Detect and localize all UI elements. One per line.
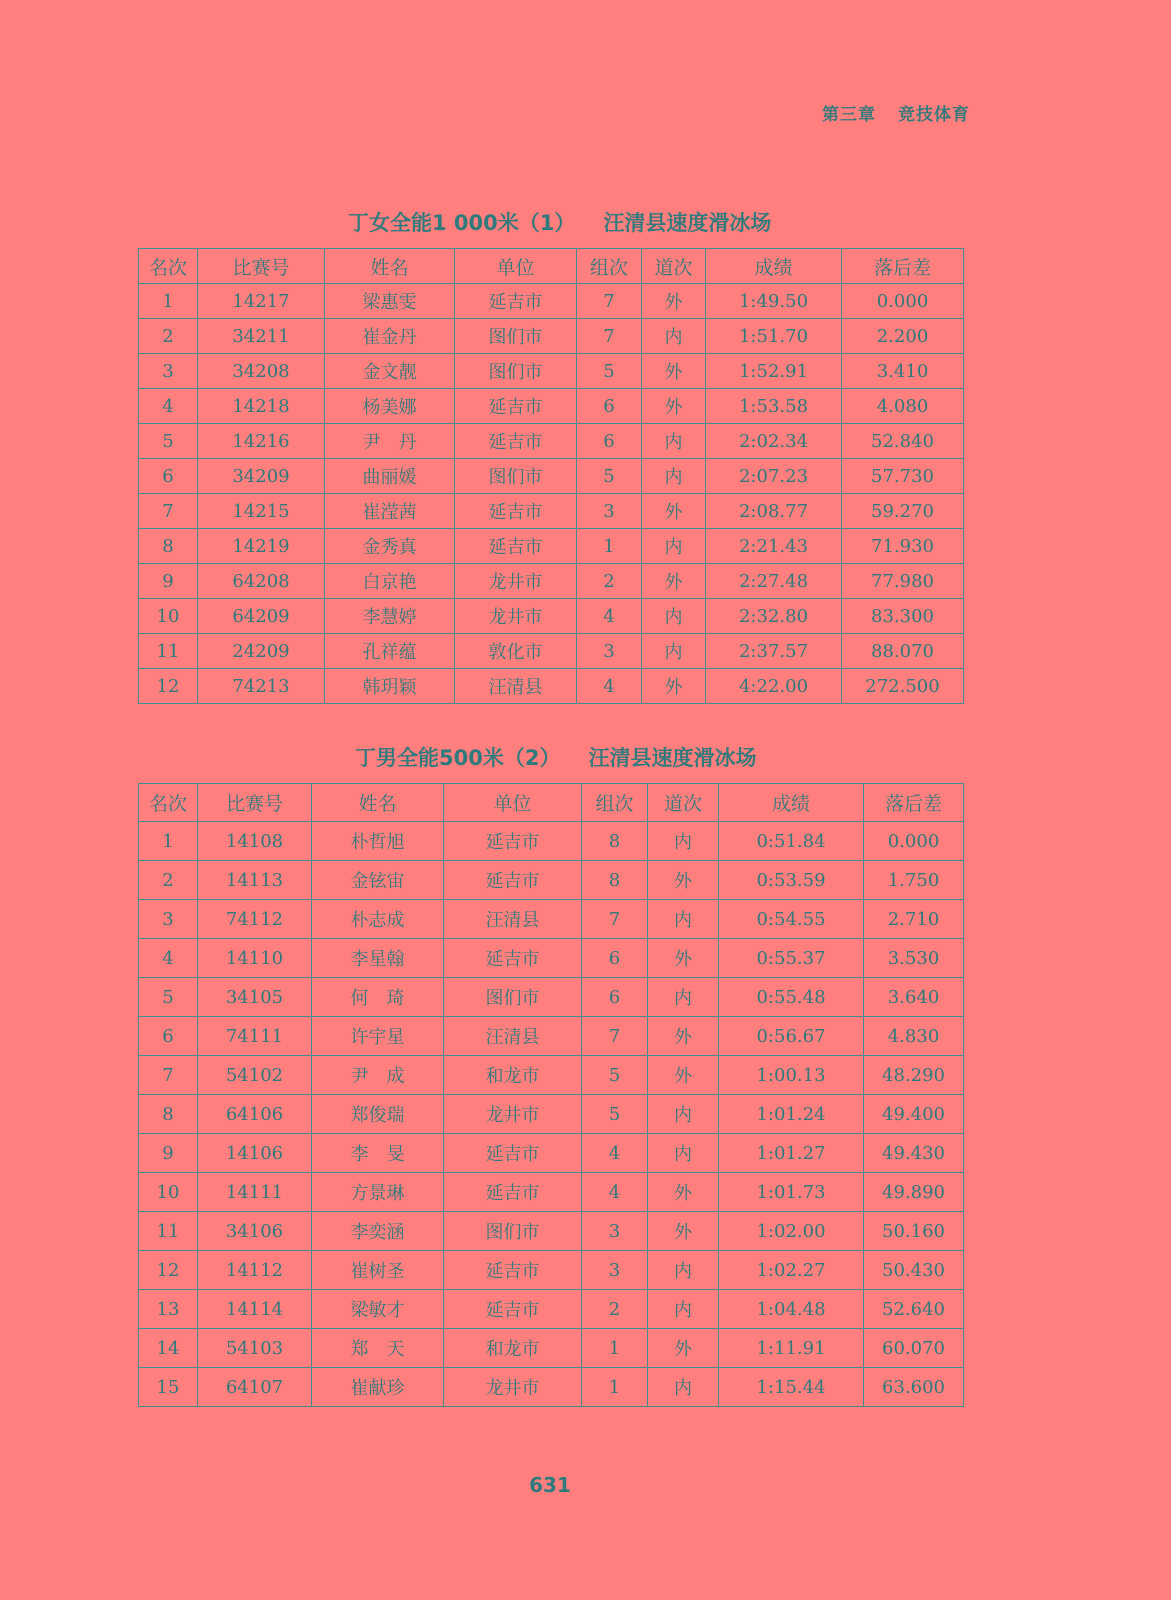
cell-bib-number: 14108 (198, 822, 312, 861)
cell-time: 2:07.23 (706, 459, 842, 494)
cell-time: 0:53.59 (719, 861, 864, 900)
cell-heat: 5 (582, 1095, 648, 1134)
column-header-heat: 组次 (582, 784, 648, 822)
cell-team: 延吉市 (455, 529, 577, 564)
cell-time: 2:21.43 (706, 529, 842, 564)
cell-rank: 9 (139, 564, 198, 599)
cell-time: 2:27.48 (706, 564, 842, 599)
cell-lane: 外 (648, 1212, 719, 1251)
column-header-time: 成绩 (706, 249, 842, 284)
cell-time-behind: 2.710 (864, 900, 964, 939)
cell-time-behind: 3.410 (842, 354, 964, 389)
table-row (139, 978, 964, 1017)
cell-time-behind: 48.290 (864, 1056, 964, 1095)
cell-lane: 内 (648, 1134, 719, 1173)
cell-time-behind: 52.840 (842, 424, 964, 459)
cell-bib-number: 64107 (198, 1368, 312, 1407)
cell-athlete-name: 郑俊瑞 (312, 1095, 444, 1134)
cell-bib-number: 64208 (198, 564, 325, 599)
cell-bib-number: 54102 (198, 1056, 312, 1095)
cell-rank: 14 (139, 1329, 198, 1368)
cell-bib-number: 14113 (198, 861, 312, 900)
cell-lane: 外 (648, 939, 719, 978)
page-number: 631 (529, 1473, 571, 1497)
cell-time: 2:32.80 (706, 599, 842, 634)
cell-lane: 外 (642, 669, 706, 704)
cell-heat: 5 (577, 354, 642, 389)
cell-heat: 6 (582, 939, 648, 978)
table-row (139, 389, 964, 424)
cell-bib-number: 34105 (198, 978, 312, 1017)
cell-time-behind: 60.070 (864, 1329, 964, 1368)
cell-athlete-name: 许宇星 (312, 1017, 444, 1056)
cell-time-behind: 49.890 (864, 1173, 964, 1212)
cell-team: 图们市 (455, 354, 577, 389)
cell-lane: 外 (648, 861, 719, 900)
cell-lane: 内 (648, 1290, 719, 1329)
table-row (139, 939, 964, 978)
cell-time: 1:02.27 (719, 1251, 864, 1290)
cell-lane: 内 (648, 1368, 719, 1407)
table-row (139, 1251, 964, 1290)
cell-time-behind: 4.830 (864, 1017, 964, 1056)
cell-team: 汪清县 (444, 1017, 582, 1056)
cell-time: 0:55.48 (719, 978, 864, 1017)
cell-athlete-name: 杨美娜 (325, 389, 455, 424)
cell-rank: 4 (139, 939, 198, 978)
cell-time-behind: 63.600 (864, 1368, 964, 1407)
cell-bib-number: 24209 (198, 634, 325, 669)
cell-time: 1:01.73 (719, 1173, 864, 1212)
cell-time-behind: 3.530 (864, 939, 964, 978)
cell-lane: 内 (642, 319, 706, 354)
cell-rank: 3 (139, 900, 198, 939)
cell-heat: 6 (577, 424, 642, 459)
cell-bib-number: 14215 (198, 494, 325, 529)
table-row (139, 284, 964, 319)
cell-athlete-name: 尹 丹 (325, 424, 455, 459)
cell-time: 2:37.57 (706, 634, 842, 669)
table-row (139, 459, 964, 494)
cell-rank: 12 (139, 669, 198, 704)
cell-lane: 内 (648, 900, 719, 939)
cell-lane: 外 (648, 1173, 719, 1212)
cell-team: 延吉市 (455, 494, 577, 529)
cell-bib-number: 14112 (198, 1251, 312, 1290)
table-row (139, 900, 964, 939)
table-header (139, 249, 964, 284)
cell-heat: 4 (582, 1173, 648, 1212)
cell-time: 2:08.77 (706, 494, 842, 529)
cell-heat: 3 (577, 494, 642, 529)
cell-time-behind: 49.430 (864, 1134, 964, 1173)
cell-bib-number: 14217 (198, 284, 325, 319)
cell-heat: 4 (577, 599, 642, 634)
cell-team: 延吉市 (444, 1290, 582, 1329)
cell-lane: 外 (648, 1056, 719, 1095)
cell-heat: 4 (577, 669, 642, 704)
cell-time-behind: 77.980 (842, 564, 964, 599)
cell-bib-number: 34209 (198, 459, 325, 494)
cell-athlete-name: 孔祥蕴 (325, 634, 455, 669)
chapter-label: 第三章 (822, 105, 876, 125)
cell-rank: 2 (139, 861, 198, 900)
cell-rank: 3 (139, 354, 198, 389)
cell-time: 1:00.13 (719, 1056, 864, 1095)
cell-athlete-name: 朴哲旭 (312, 822, 444, 861)
cell-team: 图们市 (455, 459, 577, 494)
cell-heat: 7 (582, 900, 648, 939)
cell-rank: 11 (139, 634, 198, 669)
cell-bib-number: 64209 (198, 599, 325, 634)
cell-team: 延吉市 (444, 861, 582, 900)
cell-rank: 5 (139, 424, 198, 459)
cell-bib-number: 14111 (198, 1173, 312, 1212)
cell-time-behind: 50.430 (864, 1251, 964, 1290)
cell-time-behind: 71.930 (842, 529, 964, 564)
cell-time: 2:02.34 (706, 424, 842, 459)
column-header-team: 单位 (455, 249, 577, 284)
cell-rank: 15 (139, 1368, 198, 1407)
cell-heat: 8 (582, 861, 648, 900)
cell-heat: 4 (582, 1134, 648, 1173)
cell-time-behind: 59.270 (842, 494, 964, 529)
table-row (139, 494, 964, 529)
cell-heat: 3 (582, 1212, 648, 1251)
cell-bib-number: 14216 (198, 424, 325, 459)
cell-team: 延吉市 (455, 284, 577, 319)
cell-athlete-name: 李奕涵 (312, 1212, 444, 1251)
cell-time: 1:01.24 (719, 1095, 864, 1134)
table-row (139, 822, 964, 861)
cell-lane: 内 (648, 978, 719, 1017)
cell-team: 敦化市 (455, 634, 577, 669)
column-header-time: 成绩 (719, 784, 864, 822)
cell-team: 图们市 (444, 1212, 582, 1251)
cell-lane: 外 (642, 494, 706, 529)
cell-lane: 内 (648, 1095, 719, 1134)
cell-heat: 7 (577, 319, 642, 354)
table-row (139, 599, 964, 634)
cell-bib-number: 34208 (198, 354, 325, 389)
cell-time: 1:52.91 (706, 354, 842, 389)
cell-athlete-name: 尹 成 (312, 1056, 444, 1095)
header-row (139, 249, 964, 284)
cell-athlete-name: 韩玥颖 (325, 669, 455, 704)
table-row (139, 1290, 964, 1329)
column-header-athlete-name: 姓名 (312, 784, 444, 822)
results-table-2 (138, 783, 964, 1407)
cell-time: 1:11.91 (719, 1329, 864, 1368)
cell-time: 1:15.44 (719, 1368, 864, 1407)
column-header-bib-number: 比赛号 (198, 249, 325, 284)
cell-bib-number: 14218 (198, 389, 325, 424)
cell-lane: 外 (642, 389, 706, 424)
cell-heat: 2 (577, 564, 642, 599)
cell-heat: 2 (582, 1290, 648, 1329)
table-header (139, 784, 964, 822)
cell-bib-number: 74111 (198, 1017, 312, 1056)
cell-lane: 外 (642, 564, 706, 599)
cell-bib-number: 14110 (198, 939, 312, 978)
cell-time: 1:51.70 (706, 319, 842, 354)
cell-time-behind: 57.730 (842, 459, 964, 494)
cell-athlete-name: 崔树圣 (312, 1251, 444, 1290)
cell-time-behind: 50.160 (864, 1212, 964, 1251)
cell-athlete-name: 梁敏才 (312, 1290, 444, 1329)
cell-time: 0:56.67 (719, 1017, 864, 1056)
column-header-time-behind: 落后差 (842, 249, 964, 284)
cell-time-behind: 1.750 (864, 861, 964, 900)
venue-title: 汪清县速度滑冰场 (588, 746, 757, 770)
cell-team: 和龙市 (444, 1329, 582, 1368)
cell-heat: 3 (582, 1251, 648, 1290)
table-row (139, 1368, 964, 1407)
cell-rank: 10 (139, 1173, 198, 1212)
results-table-1 (138, 248, 964, 704)
cell-team: 延吉市 (455, 424, 577, 459)
cell-time-behind: 83.300 (842, 599, 964, 634)
cell-rank: 13 (139, 1290, 198, 1329)
table-row (139, 861, 964, 900)
column-header-athlete-name: 姓名 (325, 249, 455, 284)
cell-rank: 10 (139, 599, 198, 634)
cell-bib-number: 54103 (198, 1329, 312, 1368)
cell-time-behind: 3.640 (864, 978, 964, 1017)
cell-heat: 6 (582, 978, 648, 1017)
table-row (139, 634, 964, 669)
cell-team: 延吉市 (444, 822, 582, 861)
header-row (139, 784, 964, 822)
cell-rank: 8 (139, 529, 198, 564)
cell-athlete-name: 李慧婷 (325, 599, 455, 634)
table-body (139, 284, 964, 704)
cell-time-behind: 88.070 (842, 634, 964, 669)
cell-team: 龙井市 (444, 1095, 582, 1134)
cell-athlete-name: 朴志成 (312, 900, 444, 939)
table-row (139, 319, 964, 354)
cell-athlete-name: 何 琦 (312, 978, 444, 1017)
cell-rank: 6 (139, 459, 198, 494)
cell-lane: 内 (642, 634, 706, 669)
cell-team: 延吉市 (444, 939, 582, 978)
cell-heat: 5 (577, 459, 642, 494)
cell-time-behind: 49.400 (864, 1095, 964, 1134)
cell-lane: 内 (642, 459, 706, 494)
cell-athlete-name: 梁惠雯 (325, 284, 455, 319)
cell-team: 龙井市 (455, 599, 577, 634)
cell-lane: 内 (648, 822, 719, 861)
cell-time: 1:01.27 (719, 1134, 864, 1173)
cell-bib-number: 14106 (198, 1134, 312, 1173)
cell-team: 延吉市 (444, 1251, 582, 1290)
table-row (139, 1212, 964, 1251)
table-row (139, 1134, 964, 1173)
column-header-lane: 道次 (642, 249, 706, 284)
cell-athlete-name: 曲丽媛 (325, 459, 455, 494)
cell-lane: 外 (642, 354, 706, 389)
cell-team: 汪清县 (455, 669, 577, 704)
cell-rank: 5 (139, 978, 198, 1017)
cell-rank: 9 (139, 1134, 198, 1173)
cell-athlete-name: 方景琳 (312, 1173, 444, 1212)
cell-rank: 12 (139, 1251, 198, 1290)
cell-heat: 1 (577, 529, 642, 564)
cell-time: 0:55.37 (719, 939, 864, 978)
cell-bib-number: 14219 (198, 529, 325, 564)
cell-lane: 内 (642, 424, 706, 459)
cell-team: 延吉市 (455, 389, 577, 424)
cell-time: 0:51.84 (719, 822, 864, 861)
column-header-lane: 道次 (648, 784, 719, 822)
cell-athlete-name: 郑 天 (312, 1329, 444, 1368)
cell-time: 4:22.00 (706, 669, 842, 704)
column-header-time-behind: 落后差 (864, 784, 964, 822)
cell-athlete-name: 金铉宙 (312, 861, 444, 900)
cell-lane: 内 (642, 599, 706, 634)
cell-team: 延吉市 (444, 1173, 582, 1212)
table-row (139, 424, 964, 459)
table-title-2 (355, 742, 756, 772)
cell-heat: 6 (577, 389, 642, 424)
table-body (139, 822, 964, 1407)
cell-lane: 外 (648, 1329, 719, 1368)
table-row (139, 1095, 964, 1134)
cell-time: 0:54.55 (719, 900, 864, 939)
cell-rank: 7 (139, 494, 198, 529)
cell-athlete-name: 金秀真 (325, 529, 455, 564)
cell-bib-number: 64106 (198, 1095, 312, 1134)
cell-team: 龙井市 (455, 564, 577, 599)
cell-team: 汪清县 (444, 900, 582, 939)
cell-heat: 1 (582, 1368, 648, 1407)
cell-athlete-name: 李星翰 (312, 939, 444, 978)
table-row (139, 529, 964, 564)
cell-heat: 3 (577, 634, 642, 669)
cell-lane: 外 (642, 284, 706, 319)
cell-rank: 11 (139, 1212, 198, 1251)
cell-team: 图们市 (455, 319, 577, 354)
cell-athlete-name: 崔献珍 (312, 1368, 444, 1407)
column-header-rank: 名次 (139, 784, 198, 822)
column-header-rank: 名次 (139, 249, 198, 284)
cell-team: 延吉市 (444, 1134, 582, 1173)
cell-bib-number: 74213 (198, 669, 325, 704)
event-title: 丁女全能1 000米（1） (348, 211, 576, 235)
table-row (139, 1329, 964, 1368)
cell-athlete-name: 崔金丹 (325, 319, 455, 354)
cell-team: 和龙市 (444, 1056, 582, 1095)
cell-athlete-name: 崔滢茜 (325, 494, 455, 529)
cell-heat: 7 (577, 284, 642, 319)
cell-rank: 1 (139, 284, 198, 319)
table-row (139, 669, 964, 704)
cell-time: 1:02.00 (719, 1212, 864, 1251)
cell-time: 1:53.58 (706, 389, 842, 424)
cell-rank: 2 (139, 319, 198, 354)
cell-athlete-name: 白京艳 (325, 564, 455, 599)
cell-rank: 8 (139, 1095, 198, 1134)
cell-team: 图们市 (444, 978, 582, 1017)
cell-time-behind: 272.500 (842, 669, 964, 704)
cell-time-behind: 52.640 (864, 1290, 964, 1329)
table-row (139, 1173, 964, 1212)
running-header (822, 100, 970, 125)
table-row (139, 1056, 964, 1095)
cell-rank: 6 (139, 1017, 198, 1056)
table-row (139, 1017, 964, 1056)
cell-athlete-name: 李 旻 (312, 1134, 444, 1173)
cell-time-behind: 0.000 (864, 822, 964, 861)
cell-bib-number: 34211 (198, 319, 325, 354)
cell-heat: 1 (582, 1329, 648, 1368)
section-label: 竞技体育 (898, 105, 970, 125)
cell-bib-number: 74112 (198, 900, 312, 939)
table-title-1 (348, 207, 771, 237)
event-title: 丁男全能500米（2） (355, 746, 561, 770)
cell-lane: 内 (642, 529, 706, 564)
column-header-heat: 组次 (577, 249, 642, 284)
table-row (139, 564, 964, 599)
cell-rank: 1 (139, 822, 198, 861)
cell-time-behind: 0.000 (842, 284, 964, 319)
cell-bib-number: 34106 (198, 1212, 312, 1251)
cell-time-behind: 2.200 (842, 319, 964, 354)
cell-heat: 7 (582, 1017, 648, 1056)
cell-time: 1:04.48 (719, 1290, 864, 1329)
cell-time-behind: 4.080 (842, 389, 964, 424)
cell-rank: 7 (139, 1056, 198, 1095)
cell-rank: 4 (139, 389, 198, 424)
cell-heat: 8 (582, 822, 648, 861)
cell-heat: 5 (582, 1056, 648, 1095)
column-header-team: 单位 (444, 784, 582, 822)
cell-time: 1:49.50 (706, 284, 842, 319)
table-row (139, 354, 964, 389)
cell-bib-number: 14114 (198, 1290, 312, 1329)
column-header-bib-number: 比赛号 (198, 784, 312, 822)
cell-lane: 外 (648, 1017, 719, 1056)
cell-athlete-name: 金文靓 (325, 354, 455, 389)
cell-lane: 内 (648, 1251, 719, 1290)
venue-title: 汪清县速度滑冰场 (603, 211, 772, 235)
cell-team: 龙井市 (444, 1368, 582, 1407)
